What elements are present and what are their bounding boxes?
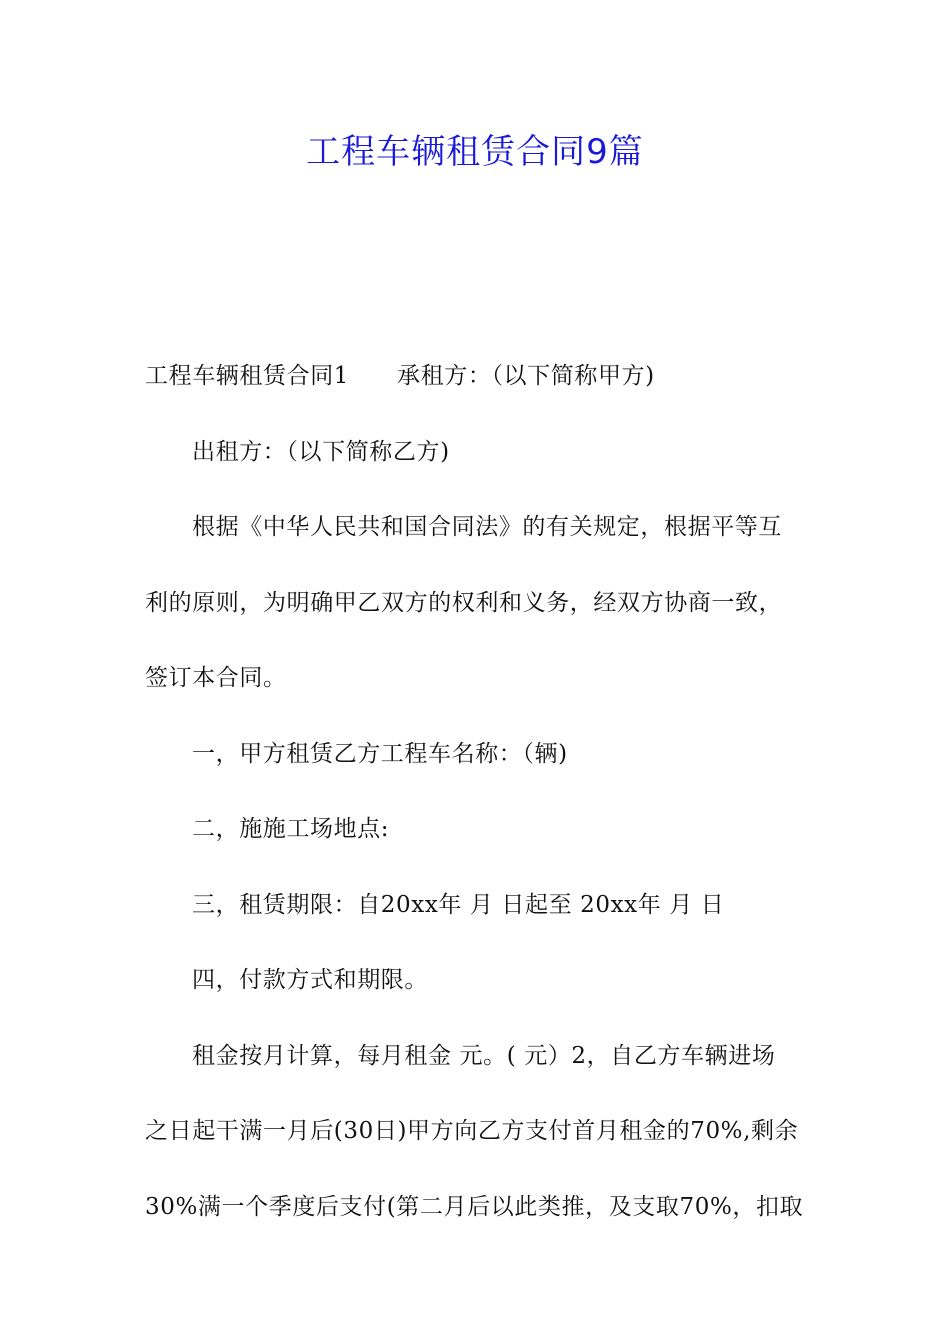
preamble-line-1: 根据《中华人民共和国合同法》的有关规定，根据平等互 (192, 514, 782, 540)
clause-3: 三，租赁期限：自20xx年 月 日起至 20xx年 月 日 (192, 891, 725, 918)
preamble-line-2: 利的原则，为明确甲乙双方的权利和义务，经双方协商一致， (145, 589, 783, 616)
payment-line-2: 之日起干满一月后(30日)甲方向乙方支付首月租金的70%,剩余 (145, 1118, 799, 1144)
clause-4: 四，付款方式和期限。 (192, 967, 428, 993)
document-title: 工程车辆租赁合同9篇 (306, 132, 644, 172)
clause-1: 一，甲方租赁乙方工程车名称：（辆) (192, 740, 568, 767)
first-line (145, 339, 807, 415)
lessor-line: 出租方：（以下简称乙方) (192, 438, 450, 465)
preamble-line-3: 签订本合同。 (145, 665, 287, 691)
document-body (145, 339, 807, 1245)
contract-heading: 工程车辆租赁合同1 (145, 363, 350, 389)
spacer (349, 339, 397, 415)
lessee-line: 承租方：（以下简称甲方) (397, 363, 655, 389)
clause-2: 二，施施工场地点: (192, 816, 390, 842)
payment-line-1: 租金按月计算，每月租金 元。( 元）2，自乙方车辆进场 (192, 1042, 776, 1069)
payment-line-3: 30%满一个季度后支付(第二月后以此类推，及支取70%，扣取 (145, 1193, 804, 1220)
